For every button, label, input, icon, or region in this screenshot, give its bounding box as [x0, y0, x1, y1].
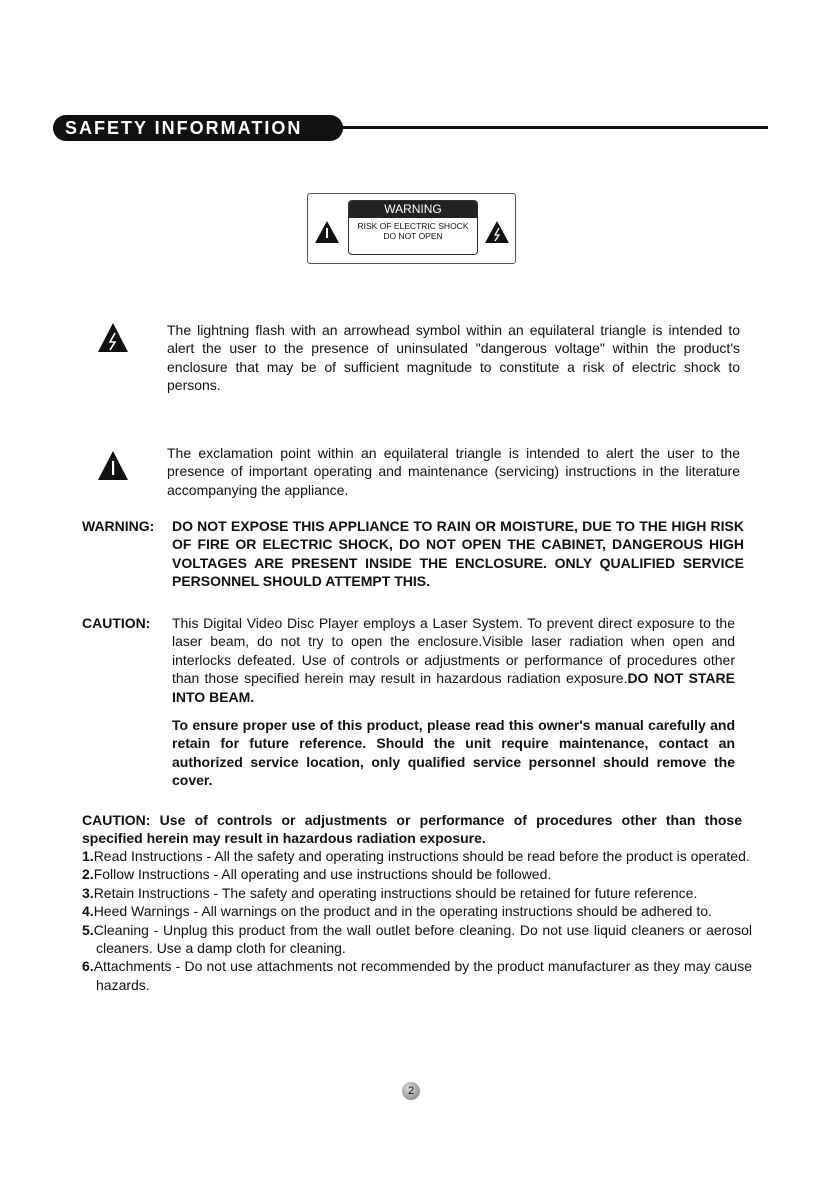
warning-text: DO NOT EXPOSE THIS APPLIANCE TO RAIN OR MOISTURE, DUE TO THE HIGH RISK OF FIRE OR ELECTRIC SHOCK, DO NOT OPEN THE CABINET, DANGEROUS HIGH VOLTAGES ARE PRESENT INSIDE THE ENCLOSURE. ONLY QUALIFIED SERVICE PERSONNEL SHOULD ATTEMPT THIS. — [172, 518, 744, 590]
warning-label-line2: DO NOT OPEN — [383, 231, 443, 241]
caution-label: CAUTION: — [82, 615, 151, 631]
list-item: 1.Read Instructions - All the safety and operating instructions should be read before the product is operated. — [82, 848, 750, 864]
list-item: 3.Retain Instructions - The safety and operating instructions should be retained for future reference. — [82, 884, 698, 901]
lightning-triangle-icon — [97, 322, 129, 353]
page-number: 2 — [402, 1082, 420, 1100]
exclamation-symbol-description: The exclamation point within an equilateral triangle is intended to alert the user to the presence of important operating and maintenance (servicing) instructions in the literature accompanying the appliance. — [167, 445, 740, 498]
exclamation-triangle-icon — [97, 450, 129, 481]
list-item: 6.Attachments - Do not use attachments not recommended by the product manufacturer as they may cause hazards. — [82, 958, 752, 993]
caution-radiation: CAUTION: Use of controls or adjustments or performance of procedures other than those specified herein may result in hazardous radiation exposure. — [82, 812, 742, 847]
instruction-list — [82, 847, 752, 994]
warning-label-title: WARNING — [349, 201, 477, 218]
owners-manual-notice: To ensure proper use of this product, please read this owner's manual carefully and retain for future reference. Should the unit require maintenance, contact an authorized service location, only qualified service personnel should remove the cover. — [172, 717, 735, 789]
warning-label — [348, 200, 478, 255]
list-item: 2.Follow Instructions - All operating and use instructions should be followed. — [82, 866, 552, 883]
header-rule — [335, 126, 768, 129]
lightning-symbol-description: The lightning flash with an arrowhead symbol within an equilateral triangle is intended to alert the user to the presence of uninsulated "dangerous voltage" within the product's enclosure that may be of sufficient magnitude to constitute a risk of electric shock to persons. — [167, 322, 740, 394]
list-item: 4.Heed Warnings - All warnings on the product and in the operating instructions should be adhered to. — [82, 903, 712, 920]
caution-emphasis: DO NOT STARE INTO BEAM. — [172, 670, 735, 705]
section-title: SAFETY INFORMATION — [53, 115, 343, 141]
caution-text — [172, 614, 735, 706]
list-item: 5.Cleaning - Unplug this product from the wall outlet before cleaning. Do not use liquid cleaners or aerosol cleaners. Use a damp cloth for cleaning. — [82, 921, 752, 957]
lightning-triangle-icon — [484, 220, 510, 244]
caution-body: This Digital Video Disc Player employs a Laser System. To prevent direct exposure to the laser beam, do not try to open the enclosure.Visible laser radiation when open and interlocks defeated. Use of controls or adjustments or performance of procedures other than those specified herein may result in hazardous radiation exposure. — [172, 615, 735, 687]
warning-label-line1: RISK OF ELECTRIC SHOCK — [357, 221, 469, 231]
warning-label-text: WARNING: — [82, 518, 155, 534]
exclamation-triangle-icon — [314, 220, 340, 244]
